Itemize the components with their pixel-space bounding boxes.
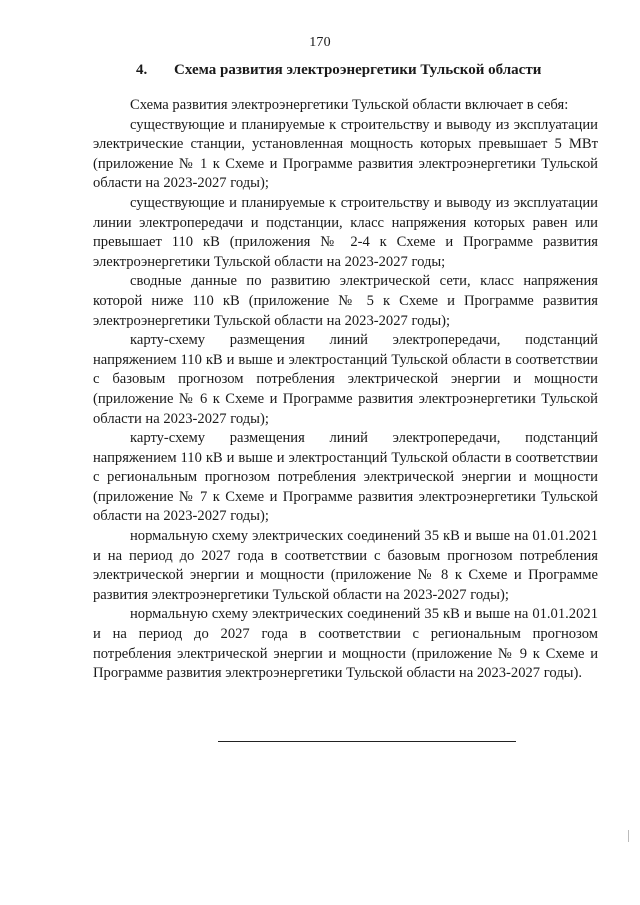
end-rule [218,741,516,742]
list-item-power-lines: существующие и планируемые к строительству и выводу из эксплуатации линии электропередачи и подстанции, класс напряжения которых равен или превышает 110 кВ (приложения № 2-4 к Схеме и Программе развития электроэнергетики Тульской области на 2023-2027 годы; [93,194,598,270]
page-number: 170 [309,35,331,50]
list-item-map-base-forecast: карту-схему размещения линий электропередачи, подстанций напряжением 110 кВ и выше и электростанций Тульской области в соответствии с базовым прогнозом потребления электрической энергии и мощности (приложение № 6 к Схеме и Программе развития электроэнергетики Тульской области на 2023-2027 годы); [93,332,598,427]
section-body [93,96,598,684]
list-item-power-stations: существующие и планируемые к строительству и выводу из эксплуатации электрические станции, установленная мощность которых превышает 5 МВт (приложение № 1 к Схеме и Программе развития электроэнергетики Тульской области на 2023-2027 годы); [93,116,598,192]
list-item-scheme-base-forecast: нормальную схему электрических соединений 35 кВ и выше на 01.01.2021 и на период до 2027 года в соответствии с базовым прогнозом потребления электрической энергии и мощности (приложение № 8 к Схеме и Программе развития электроэнергетики Тульской области на 2023-2027 годы); [93,528,598,603]
section-number: 4. [136,62,148,78]
section-heading [96,60,596,80]
intro-paragraph: Схема развития электроэнергетики Тульской области включает в себя: [130,97,569,113]
section-title: Схема развития электроэнергетики Тульской области [174,62,542,78]
list-item-scheme-regional-forecast: нормальную схему электрических соединений 35 кВ и выше на 01.01.2021 и на период до 2027 года в соответствии с региональным прогнозом потребления электрической энергии и мощности (приложение № 9 к Схеме и Программе развития электроэнергетики Тульской области на 2023-2027 годы). [93,606,598,682]
scan-edge-mark [628,830,629,842]
list-item-grid-summary: сводные данные по развитию электрической сети, класс напряжения которой ниже 110 кВ (приложение № 5 к Схеме и Программе развития электроэнергетики Тульской области на 2023-2027 годы); [93,273,598,329]
list-item-map-regional-forecast: карту-схему размещения линий электропередачи, подстанций напряжением 110 кВ и выше и электростанций Тульской области в соответствии с региональным прогнозом потребления электрической энергии и мощности (приложение № 7 к Схеме и Программе развития электроэнергетики Тульской области на 2023-2027 годы); [93,430,598,525]
